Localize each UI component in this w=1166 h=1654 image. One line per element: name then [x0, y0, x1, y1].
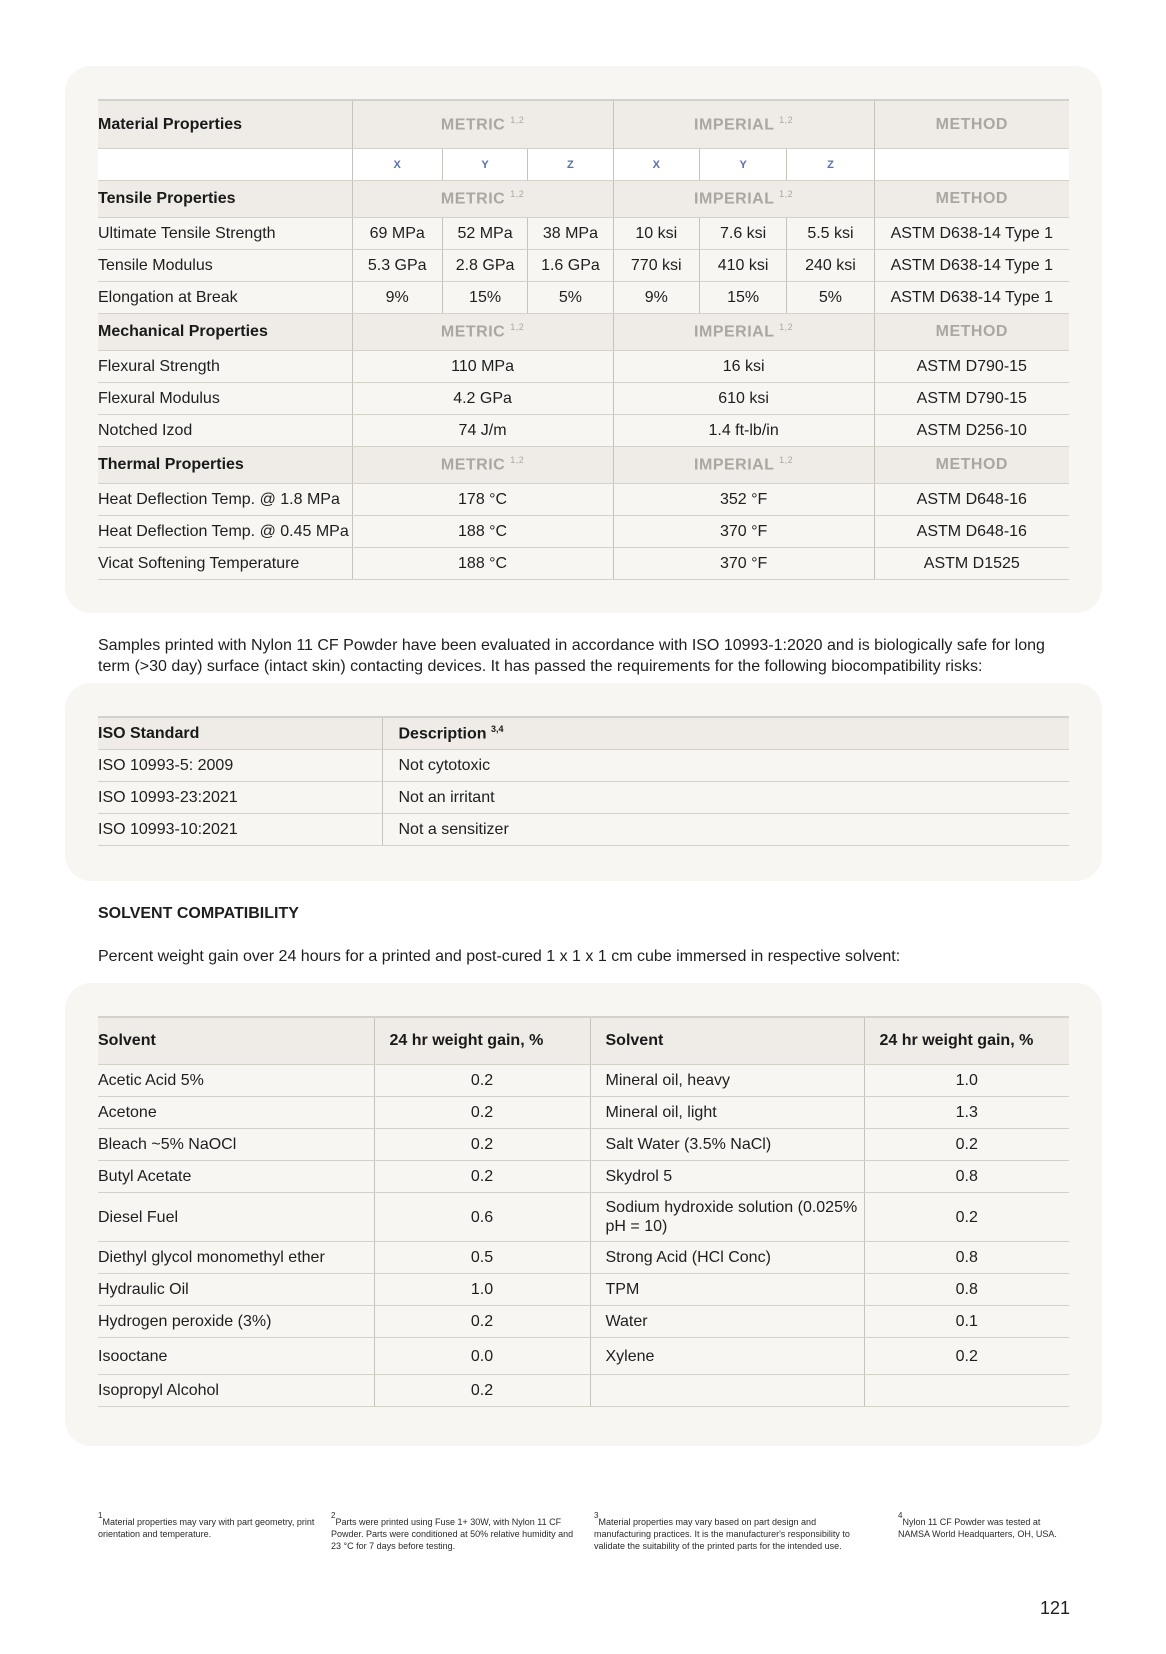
solvent-cell: [590, 1375, 864, 1407]
solvent-header: Solvent: [98, 1017, 374, 1065]
method-cell: ASTM D648-16: [874, 516, 1069, 548]
weight-gain-cell: 0.0: [374, 1338, 590, 1375]
weight-gain-cell: 0.2: [864, 1338, 1069, 1375]
section-header-row: [98, 314, 1069, 351]
table-row: [98, 351, 1069, 383]
solvent-cell: Diesel Fuel: [98, 1193, 374, 1242]
solvent-cell: Butyl Acetate: [98, 1161, 374, 1193]
value-cell: 52 MPa: [442, 218, 527, 250]
solvent-cell: Strong Acid (HCl Conc): [590, 1242, 864, 1274]
weight-gain-cell: 0.5: [374, 1242, 590, 1274]
method-header: METHOD: [874, 447, 1069, 484]
solvent-cell: Hydraulic Oil: [98, 1274, 374, 1306]
method-header: METHOD: [874, 314, 1069, 351]
weight-gain-cell: 0.2: [374, 1097, 590, 1129]
solvent-compatibility-title: SOLVENT COMPATIBILITY: [98, 905, 299, 922]
value-cell: 10 ksi: [613, 218, 699, 250]
iso-standard-cell: ISO 10993-5: 2009: [98, 750, 382, 782]
table-row: [98, 1097, 1069, 1129]
value-cell: 352 °F: [613, 484, 874, 516]
weight-gain-cell: 0.2: [374, 1306, 590, 1338]
table-row: [98, 1161, 1069, 1193]
footnote-4: $^4$Nylon 11 CF Powder was tested at NAMSA World Headquarters, OH, USA.: [898, 1511, 1057, 1539]
section-title: Mechanical Properties: [98, 314, 352, 351]
section-title: Thermal Properties: [98, 447, 352, 484]
metric-header: METRIC $^{1,2}$: [352, 181, 613, 218]
table-row: [98, 1375, 1069, 1407]
value-cell: 110 MPa: [352, 351, 613, 383]
weight-gain-cell: 0.2: [374, 1129, 590, 1161]
table-row: [98, 250, 1069, 282]
value-cell: 370 °F: [613, 516, 874, 548]
method-header: METHOD: [874, 181, 1069, 218]
value-cell: 15%: [699, 282, 786, 314]
solvent-cell: Skydrol 5: [590, 1161, 864, 1193]
imperial-header: IMPERIAL $^{1,2}$: [613, 100, 874, 149]
weight-gain-header: 24 hr weight gain, %: [864, 1017, 1069, 1065]
axis-label: Y: [442, 149, 527, 181]
table-row: [98, 1065, 1069, 1097]
material-properties-table: [98, 99, 1069, 580]
section-header-row: [98, 447, 1069, 484]
value-cell: 5%: [787, 282, 874, 314]
weight-gain-cell: 0.2: [864, 1129, 1069, 1161]
section-title: Tensile Properties: [98, 181, 352, 218]
value-cell: 7.6 ksi: [699, 218, 786, 250]
value-cell: 240 ksi: [787, 250, 874, 282]
method-cell: ASTM D1525: [874, 548, 1069, 580]
axis-label: X: [613, 149, 699, 181]
axis-label: X: [352, 149, 442, 181]
metric-header: METRIC $^{1,2}$: [352, 100, 613, 149]
solvent-compatibility-description: Percent weight gain over 24 hours for a printed and post-cured 1 x 1 x 1 cm cube immersed in respective solvent:: [98, 948, 901, 965]
table-row: [98, 782, 1069, 814]
solvent-cell: Sodium hydroxide solution (0.025% pH = 10): [590, 1193, 864, 1242]
metric-header: METRIC $^{1,2}$: [352, 447, 613, 484]
method-cell: ASTM D256-10: [874, 415, 1069, 447]
table-row: [98, 1338, 1069, 1375]
material-properties-heading: Material Properties: [98, 100, 352, 149]
footnote-3: $^3$Material properties may vary based on part design and manufacturing practices. It is the manufacturer's responsibility to validate the suitability of the printed parts for the intended use.: [594, 1511, 850, 1551]
solvent-table: [98, 1016, 1069, 1407]
table-row: [98, 1242, 1069, 1274]
footnote-1: $^1$Material properties may vary with part geometry, print orientation and temperature.: [98, 1511, 315, 1539]
table-row: [98, 1306, 1069, 1338]
property-name: Notched Izod: [98, 415, 352, 447]
method-cell: ASTM D648-16: [874, 484, 1069, 516]
solvent-cell: Acetic Acid 5%: [98, 1065, 374, 1097]
value-cell: 1.4 ft-lb/in: [613, 415, 874, 447]
value-cell: 370 °F: [613, 548, 874, 580]
solvent-cell: Hydrogen peroxide (3%): [98, 1306, 374, 1338]
value-cell: 5%: [528, 282, 613, 314]
table-row: [98, 516, 1069, 548]
weight-gain-cell: 1.0: [864, 1065, 1069, 1097]
solvent-cell: Acetone: [98, 1097, 374, 1129]
value-cell: 16 ksi: [613, 351, 874, 383]
description-header: Description $^{3,4}$: [382, 717, 1069, 750]
value-cell: 4.2 GPa: [352, 383, 613, 415]
property-name: Flexural Strength: [98, 351, 352, 383]
iso-standards-card: [65, 683, 1102, 881]
iso-header-row: [98, 717, 1069, 750]
value-cell: 410 ksi: [699, 250, 786, 282]
page-number: 121: [1040, 1598, 1071, 1618]
property-name: Elongation at Break: [98, 282, 352, 314]
footnote-2: $^2$Parts were printed using Fuse 1+ 30W, with Nylon 11 CF Powder. Parts were conditioned at 50% relative humidity and 23 °C for 7 days before testing.: [331, 1511, 574, 1551]
value-cell: 770 ksi: [613, 250, 699, 282]
solvent-cell: Bleach ~5% NaOCl: [98, 1129, 374, 1161]
table-row: [98, 218, 1069, 250]
description-cell: Not cytotoxic: [382, 750, 1069, 782]
value-cell: 188 °C: [352, 548, 613, 580]
property-name: Heat Deflection Temp. @ 1.8 MPa: [98, 484, 352, 516]
iso-standards-table: [98, 716, 1069, 846]
imperial-header: IMPERIAL $^{1,2}$: [613, 447, 874, 484]
iso-standard-header: ISO Standard: [98, 717, 382, 750]
imperial-header: IMPERIAL $^{1,2}$: [613, 314, 874, 351]
method-header: METHOD: [874, 100, 1069, 149]
weight-gain-cell: 0.6: [374, 1193, 590, 1242]
solvent-cell: Salt Water (3.5% NaCl): [590, 1129, 864, 1161]
solvent-header: Solvent: [590, 1017, 864, 1065]
value-cell: 5.3 GPa: [352, 250, 442, 282]
axis-label: Y: [699, 149, 786, 181]
method-cell: ASTM D638-14 Type 1: [874, 250, 1069, 282]
description-cell: Not an irritant: [382, 782, 1069, 814]
table-row: [98, 383, 1069, 415]
table-row: [98, 1274, 1069, 1306]
table-row: [98, 1129, 1069, 1161]
iso-standard-cell: ISO 10993-23:2021: [98, 782, 382, 814]
properties-header-row: [98, 100, 1069, 149]
solvent-header-row: [98, 1017, 1069, 1065]
table-row: [98, 282, 1069, 314]
metric-header: METRIC $^{1,2}$: [352, 314, 613, 351]
value-cell: 9%: [352, 282, 442, 314]
solvent-cell: Water: [590, 1306, 864, 1338]
solvent-cell: Xylene: [590, 1338, 864, 1375]
table-row: [98, 415, 1069, 447]
weight-gain-cell: 0.8: [864, 1242, 1069, 1274]
section-header-row: [98, 181, 1069, 218]
solvent-card: [65, 983, 1102, 1446]
value-cell: 15%: [442, 282, 527, 314]
solvent-cell: Mineral oil, light: [590, 1097, 864, 1129]
biocompatibility-text: Samples printed with Nylon 11 CF Powder have been evaluated in accordance with ISO 10993-1:2020 and is biologically safe for long term (>30 day) surface (intact skin) contacting devices. It has passed the requirements for the following biocompatibility risks:: [98, 637, 1045, 675]
method-cell: ASTM D638-14 Type 1: [874, 282, 1069, 314]
solvent-cell: Mineral oil, heavy: [590, 1065, 864, 1097]
solvent-cell: Isooctane: [98, 1338, 374, 1375]
value-cell: 69 MPa: [352, 218, 442, 250]
weight-gain-cell: 0.2: [374, 1375, 590, 1407]
value-cell: 2.8 GPa: [442, 250, 527, 282]
axis-label: Z: [528, 149, 613, 181]
method-cell: ASTM D790-15: [874, 383, 1069, 415]
value-cell: 1.6 GPa: [528, 250, 613, 282]
property-name: Ultimate Tensile Strength: [98, 218, 352, 250]
value-cell: 9%: [613, 282, 699, 314]
value-cell: 188 °C: [352, 516, 613, 548]
axis-label: Z: [787, 149, 874, 181]
axes-row: [98, 149, 1069, 181]
table-row: [98, 750, 1069, 782]
weight-gain-cell: 1.0: [374, 1274, 590, 1306]
iso-standard-cell: ISO 10993-10:2021: [98, 814, 382, 846]
table-row: [98, 814, 1069, 846]
property-name: Tensile Modulus: [98, 250, 352, 282]
value-cell: 38 MPa: [528, 218, 613, 250]
solvent-cell: Isopropyl Alcohol: [98, 1375, 374, 1407]
weight-gain-cell: 0.2: [864, 1193, 1069, 1242]
table-row: [98, 1193, 1069, 1242]
weight-gain-cell: 1.3: [864, 1097, 1069, 1129]
value-cell: 74 J/m: [352, 415, 613, 447]
weight-gain-cell: [864, 1375, 1069, 1407]
table-row: [98, 484, 1069, 516]
value-cell: 5.5 ksi: [787, 218, 874, 250]
property-name: Flexural Modulus: [98, 383, 352, 415]
solvent-cell: Diethyl glycol monomethyl ether: [98, 1242, 374, 1274]
weight-gain-cell: 0.2: [374, 1161, 590, 1193]
method-cell: ASTM D790-15: [874, 351, 1069, 383]
weight-gain-cell: 0.2: [374, 1065, 590, 1097]
imperial-header: IMPERIAL $^{1,2}$: [613, 181, 874, 218]
property-name: Heat Deflection Temp. @ 0.45 MPa: [98, 516, 352, 548]
value-cell: 178 °C: [352, 484, 613, 516]
weight-gain-header: 24 hr weight gain, %: [374, 1017, 590, 1065]
solvent-cell: TPM: [590, 1274, 864, 1306]
weight-gain-cell: 0.1: [864, 1306, 1069, 1338]
method-cell: ASTM D638-14 Type 1: [874, 218, 1069, 250]
weight-gain-cell: 0.8: [864, 1274, 1069, 1306]
value-cell: 610 ksi: [613, 383, 874, 415]
weight-gain-cell: 0.8: [864, 1161, 1069, 1193]
table-row: [98, 548, 1069, 580]
property-name: Vicat Softening Temperature: [98, 548, 352, 580]
description-cell: Not a sensitizer: [382, 814, 1069, 846]
material-properties-card: [65, 66, 1102, 613]
